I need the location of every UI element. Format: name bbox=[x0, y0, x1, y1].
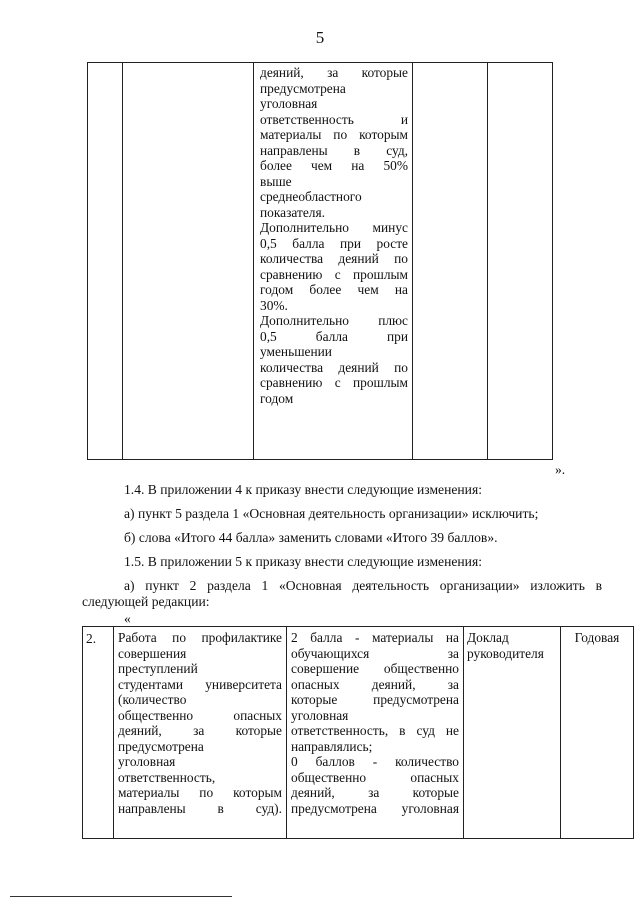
table1-criteria-text bbox=[254, 63, 412, 406]
table1-col-indicator bbox=[123, 63, 254, 460]
table2-criteria-line: 2 балла - материалы на bbox=[291, 630, 459, 645]
table2-col-indicator bbox=[114, 627, 287, 839]
table2-criteria-line: опасных деяний, за bbox=[291, 676, 459, 692]
table2-indicator-line: Работа по профилактике bbox=[118, 630, 282, 645]
footnote-separator bbox=[10, 896, 232, 897]
table1-criteria-line: Дополнительно минус bbox=[260, 220, 408, 235]
table2-indicator-line: преступлений bbox=[118, 661, 198, 676]
table2-criteria-line: 0 баллов - количество bbox=[291, 754, 459, 769]
table1-criteria-line: более чем на 50% bbox=[260, 158, 408, 173]
table1-col-period bbox=[488, 63, 553, 460]
table2-col-number bbox=[83, 627, 114, 839]
table2-criteria-line: обучающихся за bbox=[291, 645, 459, 661]
table2-criteria-line: совершение общественно bbox=[291, 661, 459, 676]
table1-col-criteria bbox=[254, 63, 413, 460]
table2-col-source bbox=[464, 627, 561, 839]
table1-criteria-line: количества деяний по bbox=[260, 251, 408, 266]
table1-criteria-line: сравнению с прошлым bbox=[260, 266, 408, 282]
paragraph-1-5: 1.5. В приложении 5 к приказу внести следующие изменения: bbox=[124, 554, 482, 569]
table1-col-source bbox=[413, 63, 488, 460]
table1-criteria-line: Дополнительно плюс bbox=[260, 313, 408, 328]
table-new-item bbox=[82, 626, 634, 839]
table1-criteria-line: годом bbox=[260, 390, 294, 406]
table2-indicator-line: ответственность, bbox=[118, 769, 216, 785]
table2-criteria-line: направлялись; bbox=[291, 738, 373, 754]
paragraph-1-5-a: а) пункт 2 раздела 1 «Основная деятельность организации» изложить в bbox=[124, 578, 602, 593]
table2-indicator-line: предусмотрена bbox=[118, 738, 204, 754]
table2-criteria-text bbox=[287, 627, 463, 816]
table2-indicator-line: студентами университета bbox=[118, 676, 282, 692]
table2-item-number: 2. bbox=[86, 631, 97, 646]
page-number: 5 bbox=[315, 28, 325, 47]
table2-criteria-line: предусмотрена уголовная bbox=[291, 800, 459, 816]
paragraph-1-4: 1.4. В приложении 4 к приказу внести следующие изменения: bbox=[124, 482, 482, 497]
table2-period-text: Годовая bbox=[574, 630, 620, 645]
paragraph-1-5-a-cont: следующей редакции: bbox=[82, 594, 210, 609]
table1-criteria-line: деяний, за которые bbox=[260, 65, 408, 80]
table1-criteria-line: материалы по которым bbox=[260, 127, 408, 142]
table2-criteria-line: деяний, за которые bbox=[291, 785, 459, 800]
table1-criteria-line: показателя. bbox=[260, 204, 325, 220]
table-continuation bbox=[87, 62, 553, 460]
table2-indicator-line: (количество bbox=[118, 692, 187, 707]
table1-criteria-line: 30%. bbox=[260, 297, 288, 313]
table1-criteria-line: 0,5 балла при росте bbox=[260, 235, 408, 251]
table1-criteria-line: уменьшении bbox=[260, 344, 332, 359]
table1-criteria-line: уголовная bbox=[260, 96, 318, 111]
table1-criteria-line: годом более чем на bbox=[260, 282, 408, 297]
closing-quote: ». bbox=[555, 462, 566, 477]
table2-source-text bbox=[464, 627, 560, 661]
table1-criteria-line: сравнению с прошлым bbox=[260, 375, 408, 390]
table2-indicator-text bbox=[114, 627, 286, 816]
table1-col-number bbox=[88, 63, 123, 460]
table2-criteria-line: уголовная bbox=[291, 707, 349, 723]
table1-criteria-line: направлены в суд, bbox=[260, 142, 408, 158]
opening-quote: « bbox=[124, 611, 131, 626]
table1-criteria-line: предусмотрена bbox=[260, 80, 346, 96]
table1-criteria-line: выше bbox=[260, 173, 292, 189]
table2-criteria-line: ответственность, в суд не bbox=[291, 723, 459, 738]
table1-criteria-line: среднеобластного bbox=[260, 189, 362, 204]
table1-criteria-line: 0,5 балла при bbox=[260, 328, 408, 344]
table2-criteria-line: которые предусмотрена bbox=[291, 692, 459, 707]
table2-criteria-line: общественно опасных bbox=[291, 769, 459, 785]
table1-criteria-line: количества деяний по bbox=[260, 359, 408, 375]
table2-source-line: Доклад bbox=[467, 630, 509, 645]
paragraph-1-4-b: б) слова «Итого 44 балла» заменить словами «Итого 39 баллов». bbox=[124, 530, 498, 545]
table2-col-criteria bbox=[287, 627, 464, 839]
table2-indicator-line: деяний, за которые bbox=[118, 723, 282, 738]
table2-indicator-line: совершения bbox=[118, 645, 187, 661]
table2-indicator-line: материалы по которым bbox=[118, 785, 282, 800]
table2-indicator-line: уголовная bbox=[118, 754, 176, 769]
paragraph-1-4-a: а) пункт 5 раздела 1 «Основная деятельность организации» исключить; bbox=[124, 506, 539, 521]
table1-criteria-line: ответственность и bbox=[260, 111, 408, 127]
table2-col-period bbox=[561, 627, 634, 839]
table2-indicator-line: общественно опасных bbox=[118, 707, 282, 723]
table2-source-line: руководителя bbox=[467, 645, 544, 661]
table2-indicator-line: направлены в суд). bbox=[118, 800, 282, 816]
